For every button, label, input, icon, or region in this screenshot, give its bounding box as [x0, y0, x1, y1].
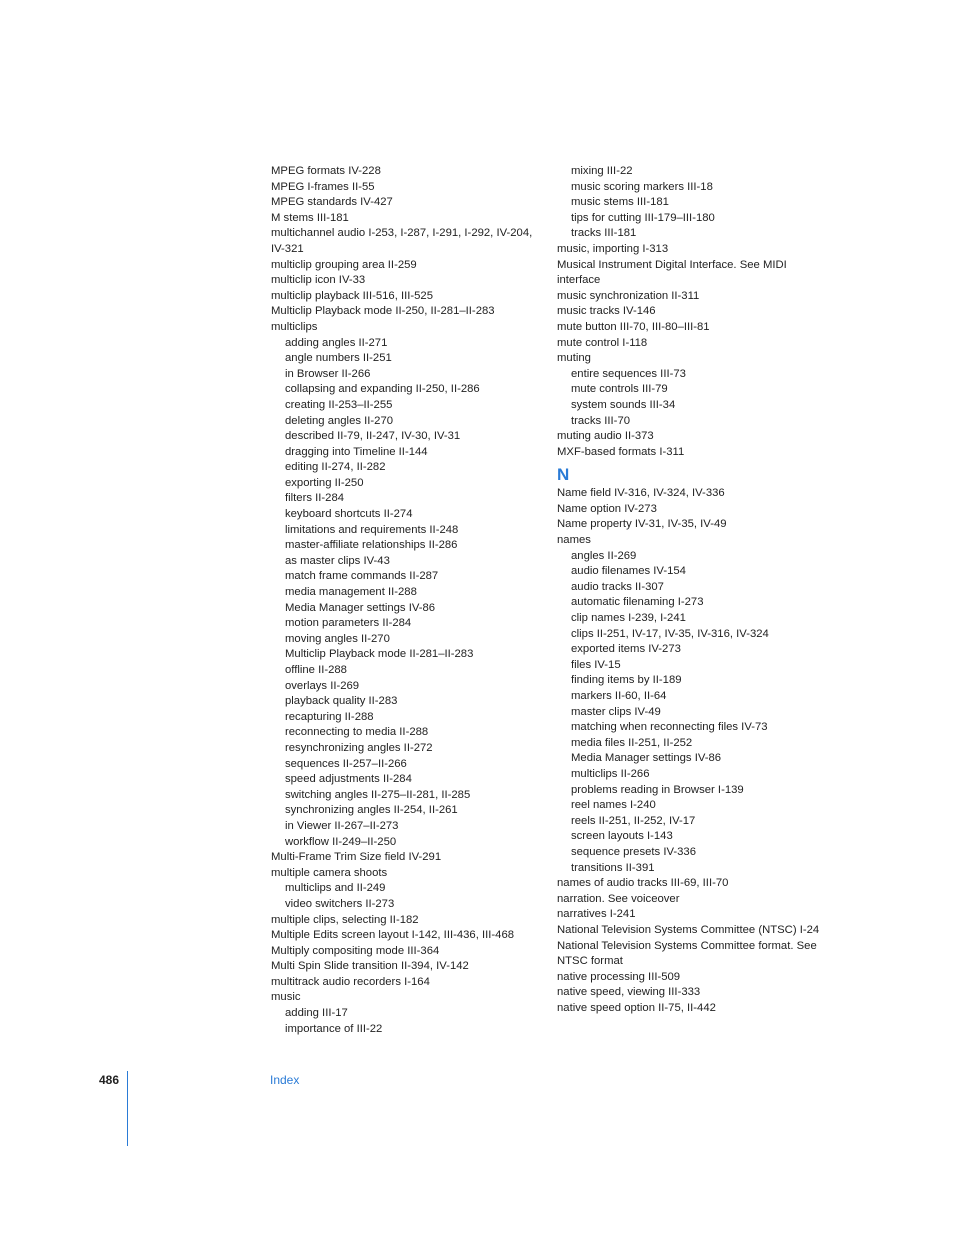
- index-subentry: video switchers II-273: [285, 897, 395, 910]
- index-subentry: creating II-253–II-255: [285, 398, 393, 411]
- index-entry: music, importing I-313: [557, 242, 669, 255]
- index-subentry: music scoring markers III-18: [571, 180, 713, 193]
- index-subentry: media files II-251, II-252: [571, 736, 693, 749]
- index-subentry: automatic filenaming I-273: [571, 596, 704, 609]
- index-subentry: master clips IV-49: [571, 705, 661, 718]
- index-subentry: Media Manager settings IV-86: [285, 601, 436, 614]
- index-column-right: [557, 164, 827, 1016]
- index-entry: native processing III-509: [557, 970, 681, 983]
- index-subentry: Multiclip Playback mode II-281–II-283: [285, 648, 474, 661]
- index-subentry: exporting II-250: [285, 476, 364, 489]
- index-entry: muting: [557, 352, 591, 365]
- index-subentry: tracks III-181: [571, 227, 637, 240]
- index-subentry: problems reading in Browser I-139: [571, 783, 744, 796]
- index-entry: Name option IV-273: [557, 502, 657, 515]
- index-entry: Multiclip Playback mode II-250, II-281–II-283: [271, 305, 495, 318]
- index-entry: Name field IV-316, IV-324, IV-336: [557, 487, 725, 500]
- index-entry: names of audio tracks III-69, III-70: [557, 877, 729, 890]
- index-entry: Multi Spin Slide transition II-394, IV-142: [271, 960, 469, 973]
- index-entry: MPEG formats IV-228: [271, 165, 381, 177]
- index-subentry: editing II-274, II-282: [285, 461, 386, 474]
- index-subentry: audio tracks II-307: [571, 580, 664, 593]
- index-entry: National Television Systems Committee format. See NTSC format: [557, 939, 817, 968]
- footer-divider: [127, 1071, 128, 1146]
- index-subentry: overlays II-269: [285, 679, 360, 692]
- index-subentry: angles II-269: [571, 549, 637, 562]
- index-subentry: importance of III-22: [285, 1022, 383, 1035]
- index-subentry: described II-79, II-247, IV-30, IV-31: [285, 430, 461, 443]
- index-entry: mute control I-118: [557, 336, 648, 349]
- index-subentry: collapsing and expanding II-250, II-286: [285, 383, 480, 396]
- index-subentry: speed adjustments II-284: [285, 773, 412, 786]
- index-entry: narration. See voiceover: [557, 892, 680, 905]
- index-subentry: reels II-251, II-252, IV-17: [571, 814, 696, 827]
- index-subentry: finding items by II-189: [571, 674, 682, 687]
- index-subentry: clips II-251, IV-17, IV-35, IV-316, IV-324: [571, 627, 769, 640]
- index-subentry: angle numbers II-251: [285, 352, 392, 365]
- index-subentry: playback quality II-283: [285, 695, 398, 708]
- index-entry: multiclip playback III-516, III-525: [271, 289, 433, 302]
- index-entry: Multiply compositing mode III-364: [271, 944, 440, 957]
- index-subentry: clip names I-239, I-241: [571, 612, 686, 625]
- index-subentry: synchronizing angles II-254, II-261: [285, 804, 458, 817]
- index-entry: M stems III-181: [271, 211, 349, 224]
- index-entry: multiclips: [271, 320, 318, 333]
- index-subentry: resynchronizing angles II-272: [285, 741, 433, 754]
- index-subentry: sequence presets IV-336: [571, 845, 696, 858]
- index-letter-heading: N: [557, 465, 570, 485]
- index-entry: muting audio II-373: [557, 430, 654, 443]
- index-subentry: workflow II-249–II-250: [285, 835, 397, 848]
- index-subentry: files IV-15: [571, 658, 621, 671]
- index-subentry: motion parameters II-284: [285, 617, 412, 630]
- index-entry: multichannel audio I-253, I-287, I-291, I-292, IV-204, IV-321: [271, 227, 533, 255]
- index-entry: music: [271, 991, 301, 1004]
- index-entry: music tracks IV-146: [557, 305, 656, 318]
- index-subentry: reconnecting to media II-288: [285, 726, 429, 739]
- index-entry: native speed, viewing III-333: [557, 986, 701, 999]
- index-subentry: sequences II-257–II-266: [285, 757, 407, 770]
- index-subentry: exported items IV-273: [571, 643, 681, 656]
- index-column-left: [271, 164, 541, 1037]
- index-subentry: audio filenames IV-154: [571, 565, 686, 578]
- index-subentry: music stems III-181: [571, 196, 669, 209]
- index-subentry: entire sequences III-73: [571, 367, 686, 380]
- index-subentry: keyboard shortcuts II-274: [285, 508, 413, 521]
- index-entry: multiple camera shoots: [271, 866, 388, 879]
- index-subentry: recapturing II-288: [285, 710, 374, 723]
- index-subentry: match frame commands II-287: [285, 570, 439, 583]
- index-subentry: as master clips IV-43: [285, 554, 390, 567]
- page-number: 486: [99, 1073, 120, 1087]
- index-entry: multitrack audio recorders I-164: [271, 975, 430, 988]
- index-entry: Musical Instrument Digital Interface. See MIDI interface: [557, 258, 787, 287]
- index-subentry: in Viewer II-267–II-273: [285, 819, 399, 832]
- index-entry: MXF-based formats I-311: [557, 445, 685, 458]
- index-subentry: markers II-60, II-64: [571, 690, 667, 702]
- index-entry: mute button III-70, III-80–III-81: [557, 320, 710, 333]
- index-entry: Multi-Frame Trim Size field IV-291: [271, 851, 442, 864]
- index-subentry: screen layouts I-143: [571, 830, 673, 843]
- index-subentry: deleting angles II-270: [285, 414, 394, 427]
- index-entry: native speed option II-75, II-442: [557, 1001, 716, 1014]
- index-entry: National Television Systems Committee (NTSC) I-24: [557, 923, 820, 936]
- index-subentry: dragging into Timeline II-144: [285, 445, 428, 458]
- index-subentry: adding angles II-271: [285, 336, 388, 349]
- index-subentry: offline II-288: [285, 664, 347, 676]
- index-entry: names: [557, 534, 591, 547]
- index-subentry: switching angles II-275–II-281, II-285: [285, 788, 471, 801]
- index-subentry: transitions II-391: [571, 861, 655, 874]
- index-entry: music synchronization II-311: [557, 289, 700, 302]
- index-subentry: multiclips II-266: [571, 767, 650, 780]
- index-subentry: adding III-17: [285, 1007, 348, 1020]
- index-entry: multiple clips, selecting II-182: [271, 913, 419, 926]
- index-entry: MPEG standards IV-427: [271, 196, 393, 209]
- index-subentry: filters II-284: [285, 492, 345, 505]
- index-subentry: system sounds III-34: [571, 398, 676, 411]
- index-subentry: tips for cutting III-179–III-180: [571, 211, 715, 224]
- index-subentry: moving angles II-270: [285, 632, 390, 645]
- index-subentry: mute controls III-79: [571, 383, 668, 396]
- index-subentry: master-affiliate relationships II-286: [285, 539, 458, 552]
- index-subentry: reel names I-240: [571, 799, 656, 812]
- index-subentry: matching when reconnecting files IV-73: [571, 721, 768, 734]
- index-subentry: in Browser II-266: [285, 367, 371, 380]
- index-subentry: Media Manager settings IV-86: [571, 752, 722, 765]
- index-entry: Name property IV-31, IV-35, IV-49: [557, 518, 727, 531]
- footer-section-link[interactable]: Index: [270, 1073, 300, 1087]
- index-entry: narratives I-241: [557, 908, 636, 921]
- index-subentry: mixing III-22: [571, 165, 633, 177]
- index-subentry: tracks III-70: [571, 414, 631, 427]
- index-entry: multiclip grouping area II-259: [271, 258, 417, 271]
- index-subentry: media management II-288: [285, 586, 417, 599]
- index-subentry: multiclips and II-249: [285, 882, 386, 895]
- index-entry: MPEG I-frames II-55: [271, 180, 375, 193]
- index-subentry: limitations and requirements II-248: [285, 523, 459, 536]
- index-entry: multiclip icon IV-33: [271, 274, 366, 287]
- index-entry: Multiple Edits screen layout I-142, III-436, III-468: [271, 929, 515, 942]
